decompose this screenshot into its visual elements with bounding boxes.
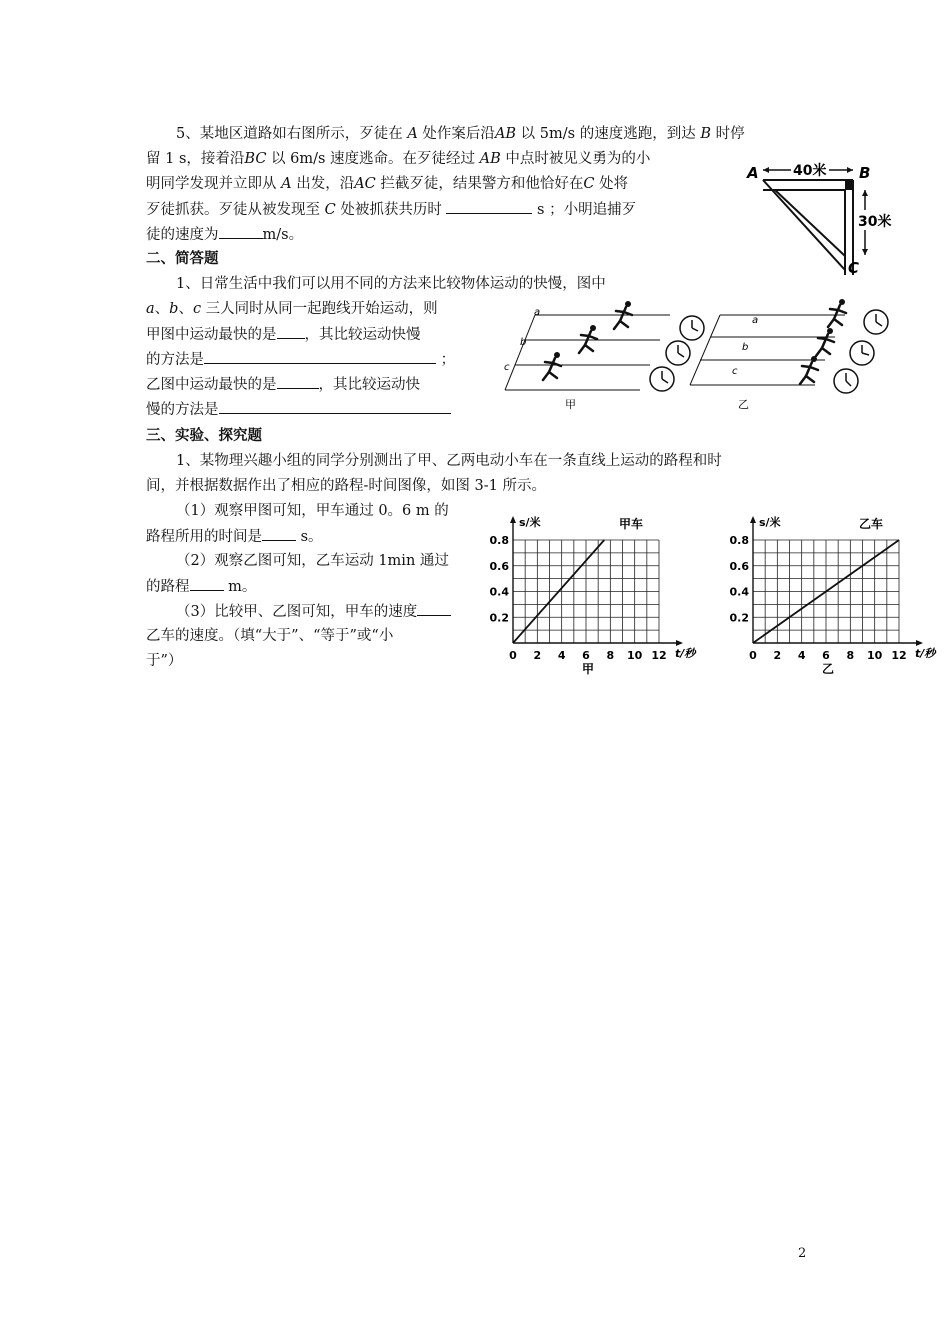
road-label-a: A xyxy=(747,164,759,182)
answer-blank-time-jia[interactable] xyxy=(262,525,296,541)
chart-yi-y-tick-label: 0.6 xyxy=(729,559,749,573)
answer-blank-distance-yi[interactable] xyxy=(190,575,224,591)
chart-jia-caption: 甲 xyxy=(581,662,595,676)
chart-jia-y-axis-label: s/米 xyxy=(519,516,541,529)
chart-yi-title: 乙车 xyxy=(859,517,884,531)
stopwatch-icon xyxy=(666,341,690,365)
chart-jia-y-arrow xyxy=(510,516,516,523)
sec3-q2-line-1: （2）观察乙图可知，乙车运动 1min 通过 xyxy=(176,553,449,569)
answer-blank-fastest-left[interactable] xyxy=(277,323,305,339)
stopwatch-icon xyxy=(650,367,674,391)
chart-yi-y-tick-label: 0.8 xyxy=(729,534,749,547)
sec3-q1-line-2: 路程所用的时间是 s。 xyxy=(146,525,323,548)
chart-jia-x-tick-label: 12 xyxy=(651,649,667,662)
lane-label-a-right: a xyxy=(752,315,759,326)
q5-line-2: 留 1 s，接着沿BC 以 6m/s 速度逃命。在歹徒经过 AB 中点时被见义勇为的小 xyxy=(146,151,651,167)
chart-jia xyxy=(485,510,700,680)
stopwatch-icon xyxy=(850,341,874,365)
sec2-line-4: 的方法是 ； xyxy=(146,348,455,371)
chart-jia-x-tick-label: 2 xyxy=(533,649,542,662)
stopwatch-icon xyxy=(864,310,888,334)
chart-jia-x-tick-label: 0 xyxy=(509,649,517,662)
race-track-left xyxy=(505,315,670,390)
chart-yi-x-tick-label: 6 xyxy=(822,649,830,662)
q5-line-1: 5、某地区道路如右图所示，歹徒在 A 处作案后沿AB 以 5m/s 的速度逃跑，到达 B 时停 xyxy=(176,126,745,142)
chart-yi-y-arrow xyxy=(750,516,756,523)
answer-blank-speed[interactable] xyxy=(219,223,263,239)
lane-label-c-right: c xyxy=(732,366,738,377)
q5-line-5: 徒的速度为 m/s。 xyxy=(146,223,303,246)
sec3-q3-line-3: 于”） xyxy=(146,653,183,669)
chart-yi-x-tick-label: 2 xyxy=(773,649,782,662)
section-3-heading: 三、实验、探究题 xyxy=(146,428,262,444)
road-label-b: B xyxy=(859,164,871,182)
road-diagram xyxy=(735,160,910,285)
chart-jia-y-tick-label: 0.8 xyxy=(489,534,509,547)
runner-icon xyxy=(816,328,834,356)
sec3-line-1: 1、某物理兴趣小组的同学分别测出了甲、乙两电动小车在一条直线上运动的路程和时 xyxy=(176,453,722,469)
runner-icon xyxy=(579,325,597,353)
chart-yi-x-tick-label: 10 xyxy=(867,649,883,662)
answer-blank-compare[interactable] xyxy=(417,600,451,616)
stopwatch-icon xyxy=(834,369,858,393)
lane-label-a-left: a xyxy=(534,307,541,318)
road-ab-length: 40米 xyxy=(793,163,827,179)
road-label-c: C xyxy=(848,259,860,277)
q5-line-4: 歹徒抓获。歹徒从被发现至 C 处被抓获共历时 s ；小明追捕歹 xyxy=(146,198,636,221)
runner-icon xyxy=(543,352,561,380)
sec2-line-2: a、b、c 三人同时从同一起跑线开始运动，则 xyxy=(146,301,438,317)
answer-blank-time[interactable] xyxy=(446,198,532,214)
answer-blank-fastest-right[interactable] xyxy=(277,373,319,389)
sec3-q3-line-1: （3）比较甲、乙图可知，甲车的速度 xyxy=(176,600,451,623)
chart-jia-x-tick-label: 10 xyxy=(627,649,643,662)
chart-jia-x-tick-label: 4 xyxy=(557,649,566,662)
sec3-q1-line-1: （1）观察甲图可知，甲车通过 0。6 m 的 xyxy=(176,503,449,519)
chart-jia-title: 甲车 xyxy=(619,517,644,531)
chart-jia-x-tick-label: 8 xyxy=(606,649,615,662)
chart-yi-y-axis-label: s/米 xyxy=(759,516,781,529)
section-2-heading: 二、简答题 xyxy=(146,251,219,267)
page-number: 2 xyxy=(798,1246,807,1261)
chart-yi-x-tick-label: 4 xyxy=(797,649,806,662)
chart-jia-y-tick-label: 0.2 xyxy=(489,611,509,625)
chart-jia-y-tick-label: 0.4 xyxy=(489,585,509,599)
sec3-q3-line-2: 乙车的速度。（填“大于”、“等于”或“小 xyxy=(146,628,394,644)
chart-jia-y-tick-label: 0.6 xyxy=(489,559,509,573)
road-bc-length: 30米 xyxy=(858,214,892,230)
chart-yi-x-arrow xyxy=(916,640,923,646)
sec3-line-2: 间，并根据数据作出了相应的路程-时间图像，如图 3-1 所示。 xyxy=(146,478,546,494)
chart-yi-y-tick-label: 0.2 xyxy=(729,611,749,625)
chart-yi-caption: 乙 xyxy=(821,662,835,676)
sec2-line-1: 1、日常生活中我们可以用不同的方法来比较物体运动的快慢，图中 xyxy=(176,276,606,292)
chart-yi-x-tick-label: 8 xyxy=(846,649,855,662)
chart-yi-x-tick-label: 0 xyxy=(749,649,757,662)
sec2-line-6: 慢的方法是 xyxy=(146,398,451,421)
race-caption-right: 乙 xyxy=(738,398,749,411)
q5-line-3: 明同学发现并立即从 A 出发，沿AC 拦截歹徒，结果警方和他恰好在C 处将 xyxy=(146,176,629,192)
race-caption-left: 甲 xyxy=(565,398,576,411)
chart-jia-x-arrow xyxy=(676,640,683,646)
chart-yi-x-tick-label: 12 xyxy=(891,649,907,662)
sec3-q2-line-2: 的路程 m。 xyxy=(146,575,256,598)
lane-label-c-left: c xyxy=(504,362,510,373)
chart-yi-x-axis-label: t/秒 xyxy=(915,647,936,660)
sec2-line-5: 乙图中运动最快的是 ，其比较运动快 xyxy=(146,373,420,396)
sec2-line-3: 甲图中运动最快的是 ，其比较运动快慢 xyxy=(146,323,421,346)
chart-yi xyxy=(725,510,940,680)
lane-label-b-left: b xyxy=(520,337,527,348)
runner-icon xyxy=(828,299,846,327)
race-illustration xyxy=(500,295,900,415)
lane-label-b-right: b xyxy=(742,342,749,353)
answer-blank-method-right[interactable] xyxy=(219,398,451,414)
chart-jia-x-tick-label: 6 xyxy=(582,649,590,662)
stopwatch-icon xyxy=(680,316,704,340)
answer-blank-method-left[interactable] xyxy=(204,348,436,364)
chart-yi-y-tick-label: 0.4 xyxy=(729,585,749,599)
chart-jia-x-axis-label: t/秒 xyxy=(675,647,696,660)
